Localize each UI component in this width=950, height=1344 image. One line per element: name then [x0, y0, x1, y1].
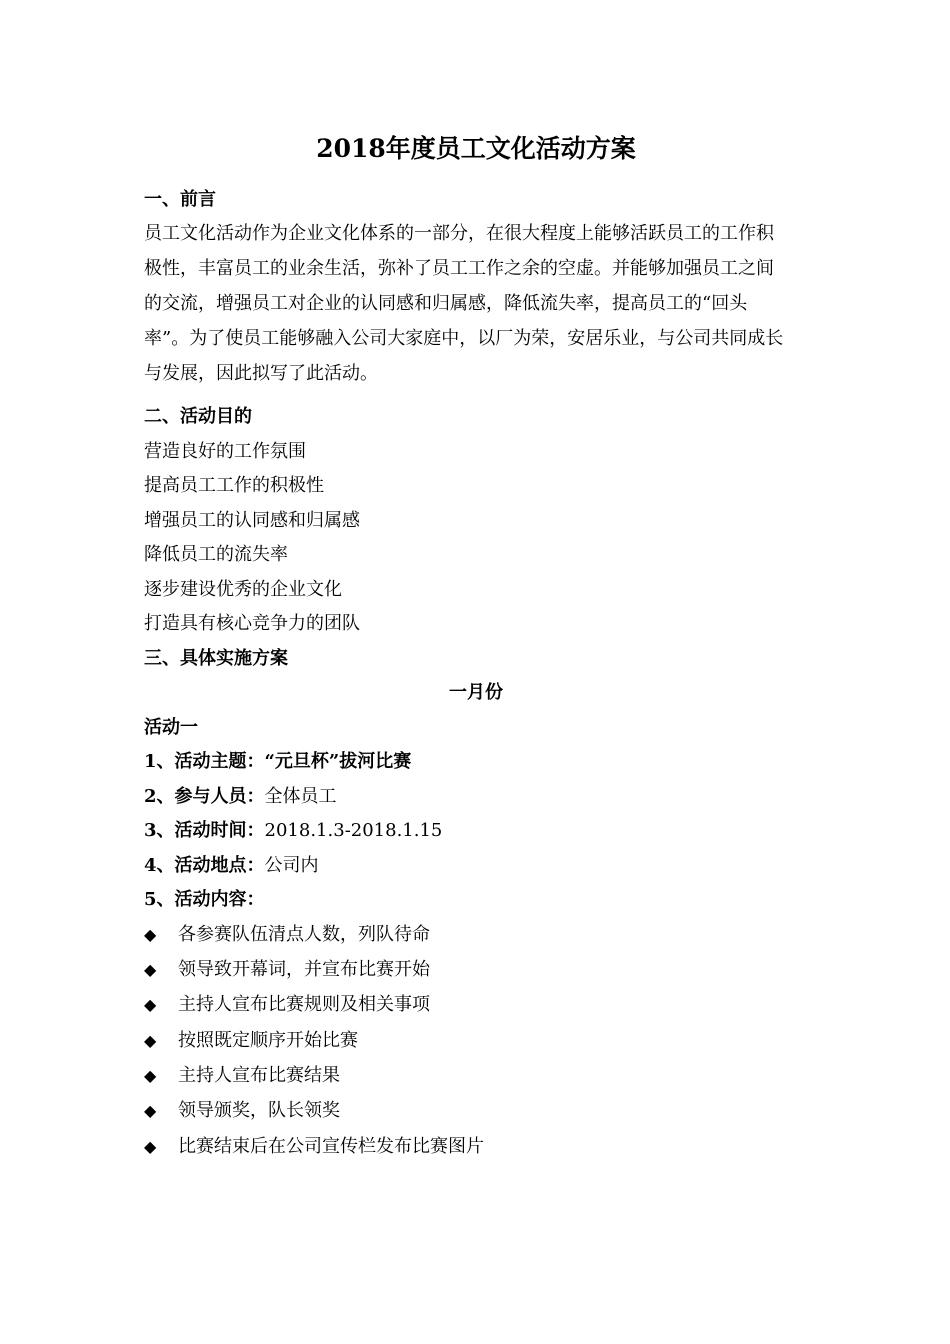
field-label: 1、活动主题： [144, 751, 265, 772]
purpose-item: 打造具有核心竞争力的团队 [144, 613, 360, 634]
list-item [144, 923, 430, 947]
field-value: 2018.1.3-2018.1.15 [264, 820, 443, 841]
section-heading-plan: 三、具体实施方案 [144, 648, 288, 669]
activity-participants [144, 785, 337, 809]
field-label: 3、活动时间： [144, 820, 265, 841]
list-item-text: 比赛结束后在公司宣传栏发布比赛图片 [178, 1136, 484, 1157]
preface-line: 极性，丰富员工的业余生活，弥补了员工工作之余的空虚。并能够加强员工之间 [144, 258, 774, 279]
diamond-bullet-icon: ◆ [144, 1137, 157, 1156]
list-item-text: 各参赛队伍清点人数，列队待命 [178, 924, 430, 945]
list-item [144, 1135, 484, 1159]
month-heading: 一月份 [449, 682, 503, 703]
activity-theme [144, 750, 411, 774]
field-label: 4、活动地点： [144, 855, 265, 876]
activity-location [144, 854, 319, 878]
purpose-item: 降低员工的流失率 [144, 544, 288, 565]
preface-line: 与发展，因此拟写了此活动。 [144, 363, 378, 384]
list-item-text: 主持人宣布比赛结果 [178, 1065, 340, 1086]
list-item-text: 领导致开幕词，并宣布比赛开始 [178, 959, 430, 980]
purpose-item: 逐步建设优秀的企业文化 [144, 579, 342, 600]
list-item [144, 958, 430, 982]
list-item-text: 领导颁奖，队长领奖 [178, 1100, 340, 1121]
section-heading-preface: 一、前言 [144, 189, 216, 210]
purpose-item: 营造良好的工作氛围 [144, 441, 306, 462]
list-item [144, 1099, 340, 1123]
section-heading-purpose: 二、活动目的 [144, 406, 252, 427]
activity-heading: 活动一 [144, 717, 198, 738]
list-item [144, 1029, 358, 1053]
field-label: 2、参与人员： [144, 786, 265, 807]
diamond-bullet-icon: ◆ [144, 1066, 157, 1085]
purpose-item: 增强员工的认同感和归属感 [144, 510, 360, 531]
activity-content [144, 888, 265, 912]
preface-line: 率”。为了使员工能够融入公司大家庭中，以厂为荣，安居乐业，与公司共同成长 [144, 328, 784, 349]
preface-line: 的交流，增强员工对企业的认同感和归属感，降低流失率，提高员工的“回头 [144, 293, 748, 314]
list-item-text: 主持人宣布比赛规则及相关事项 [178, 994, 430, 1015]
diamond-bullet-icon: ◆ [144, 960, 157, 979]
document-title: 2018年度员工文化活动方案 [316, 134, 636, 163]
list-item [144, 1064, 340, 1088]
diamond-bullet-icon: ◆ [144, 925, 157, 944]
preface-line: 员工文化活动作为企业文化体系的一部分，在很大程度上能够活跃员工的工作积 [144, 223, 774, 244]
diamond-bullet-icon: ◆ [144, 995, 157, 1014]
field-value: 全体员工 [264, 786, 337, 807]
list-item [144, 993, 430, 1017]
list-item-text: 按照既定顺序开始比赛 [178, 1030, 358, 1051]
purpose-item: 提高员工工作的积极性 [144, 475, 324, 496]
field-value: “元旦杯”拔河比赛 [264, 751, 412, 772]
diamond-bullet-icon: ◆ [144, 1101, 157, 1120]
field-label: 5、活动内容： [144, 889, 265, 910]
activity-time [144, 819, 442, 843]
diamond-bullet-icon: ◆ [144, 1031, 157, 1050]
field-value: 公司内 [264, 855, 319, 876]
